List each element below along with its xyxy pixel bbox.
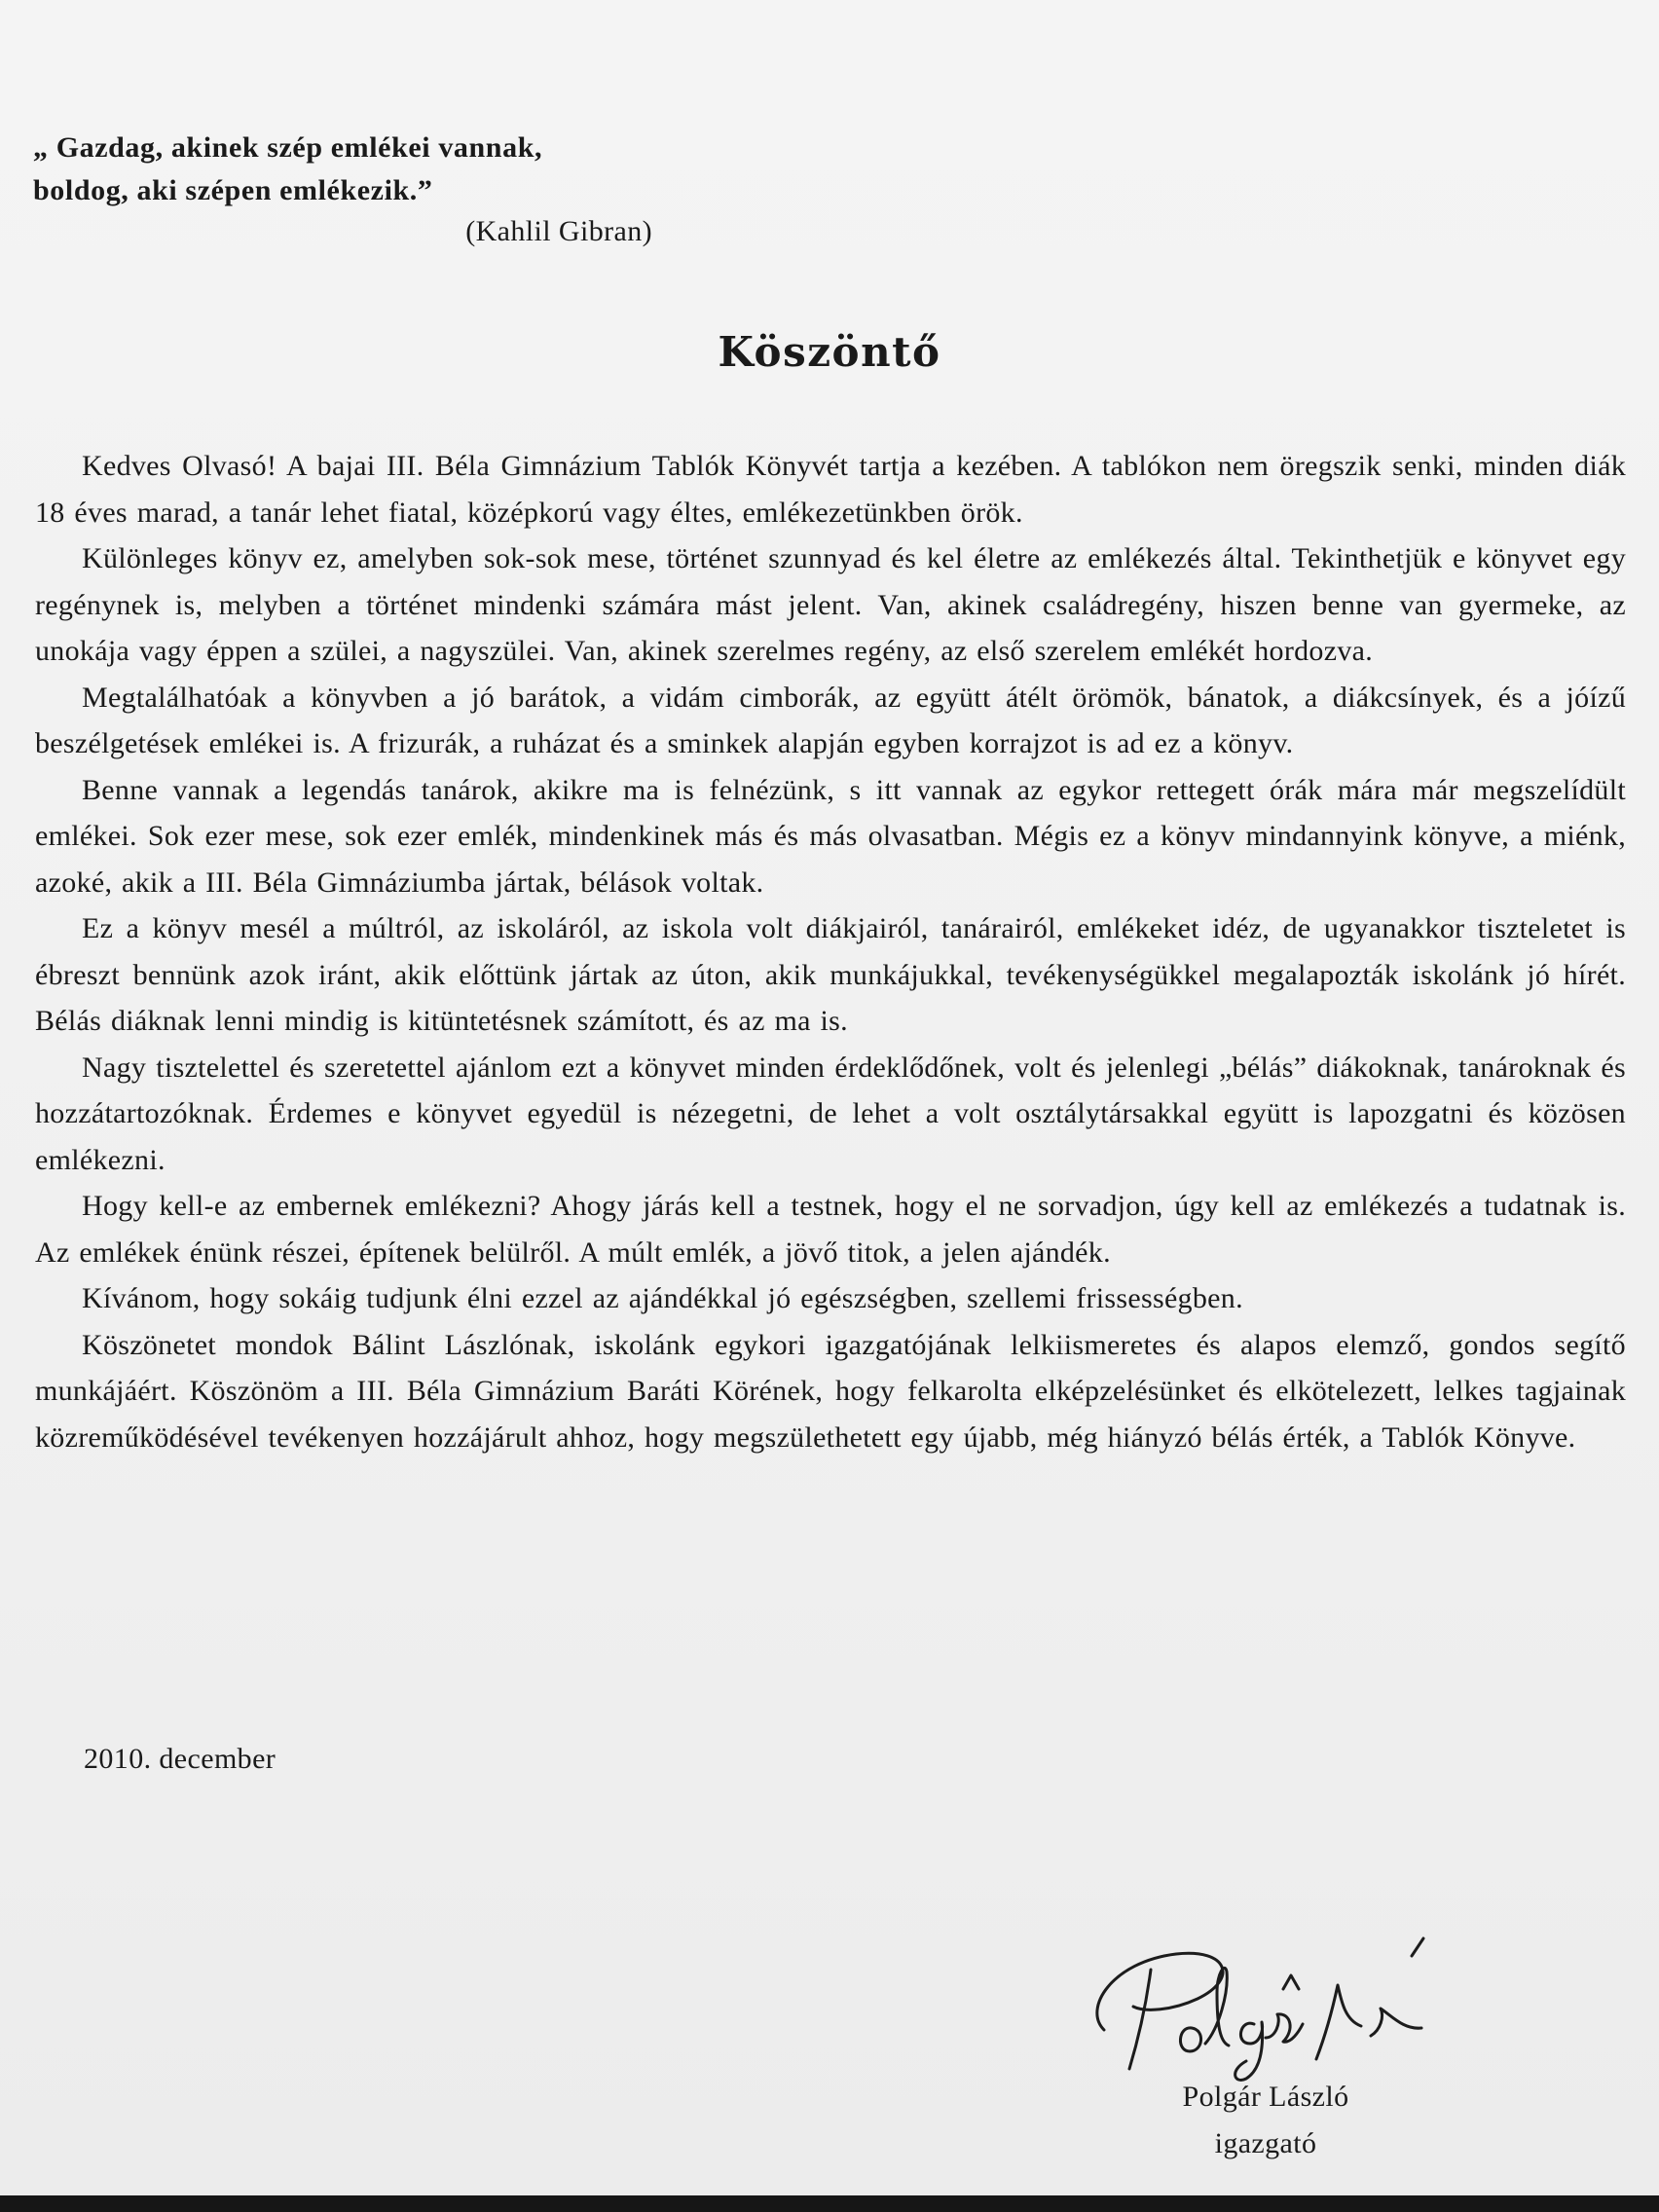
paragraph: Kívánom, hogy sokáig tudjunk élni ezzel az ajándékkal jó egészségben, szellemi frissességben. (82, 1282, 1243, 1314)
motto-line-2: boldog, aki szépen emlékezik.” (33, 174, 433, 206)
paragraph: Kedves Olvasó! A bajai III. Béla Gimnázium Tablók Könyvét tartja a kezében. A tablókon nem öregszik senki, minden diák 18 éves marad, a tanár lehet fiatal, középkorú vagy éltes, emlékezetünkben örök. (35, 450, 1626, 529)
motto-quote (33, 127, 656, 251)
paragraph: Köszönetet mondok Bálint Lászlónak, iskolánk egykori igazgatójának lelkiismeretes és alapos elemző, gondos segítő munkájáért. Köszönöm a III. Béla Gimnázium Baráti Körének, hogy felkarolta elképzelésünket és elkötelezett, lelkes tagjainak közreműködésével tevékenyen hozzájárult ahhoz, hogy megszülethetett egy újabb, még hiányzó bélás érték, a Tablók Könyve. (35, 1328, 1626, 1454)
paragraph: Megtalálhatóak a könyvben a jó barátok, a vidám cimborák, az együtt átélt örömök, bánatok, a diákcsínyek, és a jóízű beszélgetések emlékei is. A frizurák, a ruházat és a sminkek alapján egyben korrajzot is ad ez a könyv. (35, 681, 1626, 759)
body-text (35, 443, 1626, 1460)
paragraph: Nagy tisztelettel és szeretettel ajánlom ezt a könyvet minden érdeklődőnek, volt és jelenlegi „bélás” diákoknak, tanároknak és hozzátartozóknak. Érdemes e könyvet egyedül is nézegetni, de lehet a volt osztálytársakkal együtt is lapozgatni és közösen emlékezni. (35, 1051, 1626, 1176)
signer-block (1120, 2074, 1412, 2167)
signer-role: igazgató (1214, 2127, 1317, 2159)
paragraph: Különleges könyv ez, amelyben sok-sok mese, történet szunnyad és kel életre az emlékezés által. Tekinthetjük e könyvet egy regénynek is, melyben a történet mindenki számára mást jelent. Van, akinek családregény, hiszen benne van gyermeke, az unokája vagy éppen a szülei, a nagyszülei. Van, akinek szerelmes regény, az első szerelem emlékét hordozva. (35, 542, 1626, 667)
motto-author: (Kahlil Gibran) (465, 215, 652, 247)
page-title: Köszöntő (718, 328, 941, 376)
paragraph: Hogy kell-e az embernek emlékezni? Ahogy járás kell a testnek, hogy el ne sorvadjon, úgy kell az emlékezés a tudatnak is. Az emlékek énünk részei, építenek belülről. A múlt emlék, a jövő titok, a jelen ajándék. (35, 1190, 1626, 1269)
paragraph: Benne vannak a legendás tanárok, akikre ma is felnézünk, s itt vannak az egykor rettegett órák mára már megszelídült emlékei. Sok ezer mese, sok ezer emlék, mindenkinek más és más olvasatban. Mégis ez a könyv mindannyink könyve, a miénk, azoké, akik a III. Béla Gimnáziumba jártak, bélások voltak. (35, 773, 1626, 899)
handwritten-signature (1083, 1923, 1492, 2088)
signer-name: Polgár László (1182, 2081, 1349, 2113)
paragraph: Ez a könyv mesél a múltról, az iskoláról, az iskola volt diákjairól, tanárairól, emlékeket idéz, de ugyanakkor tiszteletet is ébreszt bennünk azok iránt, akik előttünk jártak az úton, akik munkájukkal, tevékenységükkel megalapozták iskolánk jó hírét. Bélás diáknak lenni mindig is kitüntetésnek számított, és az ma is. (35, 912, 1626, 1037)
motto-line-1: „ Gazdag, akinek szép emlékei vannak, (33, 131, 543, 164)
bottom-border (0, 2195, 1659, 2212)
date: 2010. december (84, 1743, 276, 1775)
